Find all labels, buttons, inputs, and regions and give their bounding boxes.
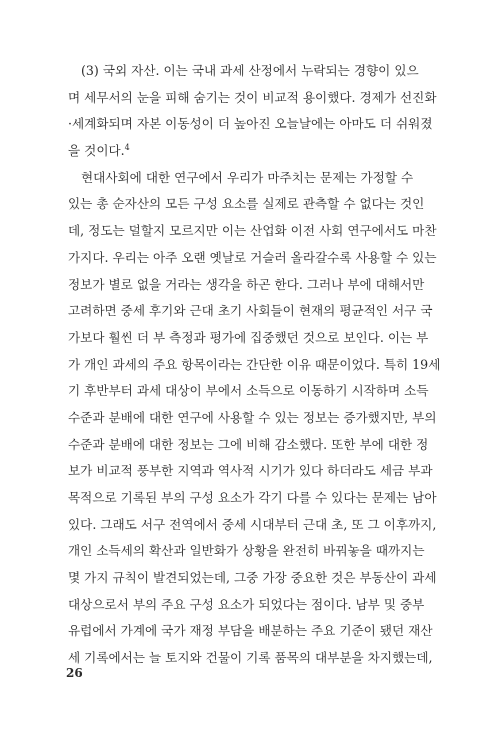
- footnote-marker[interactable]: 4: [124, 142, 130, 152]
- text-line: 현대사회에 대한 연구에서 우리가 마주치는 문제는 가정할 수: [81, 169, 414, 185]
- text-line: 몇 가지 규칙이 발견되었는데, 그중 가장 중요한 것은 부동산이 과세: [68, 570, 437, 586]
- text-line: 고려하면 중세 후기와 근대 초기 사회들이 현재의 평균적인 서구 국: [68, 303, 433, 319]
- text-line: ·세계화되며 자본 이동성이 더 높아진 오늘날에는 아마도 더 쉬워졌: [68, 116, 433, 132]
- text-line: 가지다. 우리는 아주 오랜 옛날로 거슬러 올라갈수록 사용할 수 있는: [68, 249, 437, 265]
- text-line: 있다. 그래도 서구 전역에서 중세 시대부터 근대 초, 또 그 이후까지,: [68, 516, 437, 532]
- text-line: 기 후반부터 과세 대상이 부에서 소득으로 이동하기 시작하며 소득: [68, 383, 429, 399]
- text-line: 을 것이다.: [68, 143, 125, 159]
- text-line: 데, 정도는 덜할지 모르지만 이는 산업화 이전 사회 연구에서도 마찬: [68, 223, 437, 239]
- text-line: 목적으로 기록된 부의 구성 요소가 각기 다를 수 있다는 문제는 남아: [68, 490, 437, 505]
- text-line: 정보가 별로 없을 거라는 생각을 하곤 한다. 그러나 부에 대해서만: [68, 276, 425, 292]
- text-line: 개인 소득세의 확산과 일반화가 상황을 완전히 바꿔놓을 때까지는: [68, 543, 425, 559]
- page-number: 26: [66, 666, 83, 680]
- text-line-with-footnote: [68, 138, 432, 165]
- body-text: [68, 58, 441, 672]
- text-line: 수준과 분배에 대한 연구에 사용할 수 있는 정보는 증가했지만, 부의: [68, 409, 437, 425]
- text-line: 가보다 훨씬 더 부 측정과 평가에 집중했던 것으로 보인다. 이는 부: [68, 329, 429, 345]
- text-line: 가 개인 과세의 주요 항목이라는 간단한 이유 때문이었다. 특히 19세: [68, 356, 441, 372]
- text-line: 대상으로서 부의 주요 구성 요소가 되었다는 점이다. 남부 및 중부: [68, 596, 425, 612]
- text-line: 며 세무서의 눈을 피해 숨기는 것이 비교적 용이했다. 경제가 선진화: [68, 89, 437, 105]
- text-line: 유럽에서 가계에 국가 재정 부담을 배분하는 주요 기준이 됐던 재산: [68, 623, 433, 639]
- text-line: 세 기록에서는 늘 토지와 건물이 기록 품목의 대부분을 차지했는데,: [68, 650, 433, 666]
- text-line: 있는 총 순자산의 모든 구성 요소를 실제로 관측할 수 없다는 것인: [68, 196, 425, 212]
- text-line: 보가 비교적 풍부한 지역과 역사적 시기가 있다 하더라도 세금 부과: [68, 463, 433, 479]
- text-line: (3) 국외 자산. 이는 국내 과세 산정에서 누락되는 경향이 있으: [81, 63, 419, 78]
- text-line: 수준과 분배에 대한 정보는 그에 비해 감소했다. 또한 부에 대한 정: [68, 436, 429, 452]
